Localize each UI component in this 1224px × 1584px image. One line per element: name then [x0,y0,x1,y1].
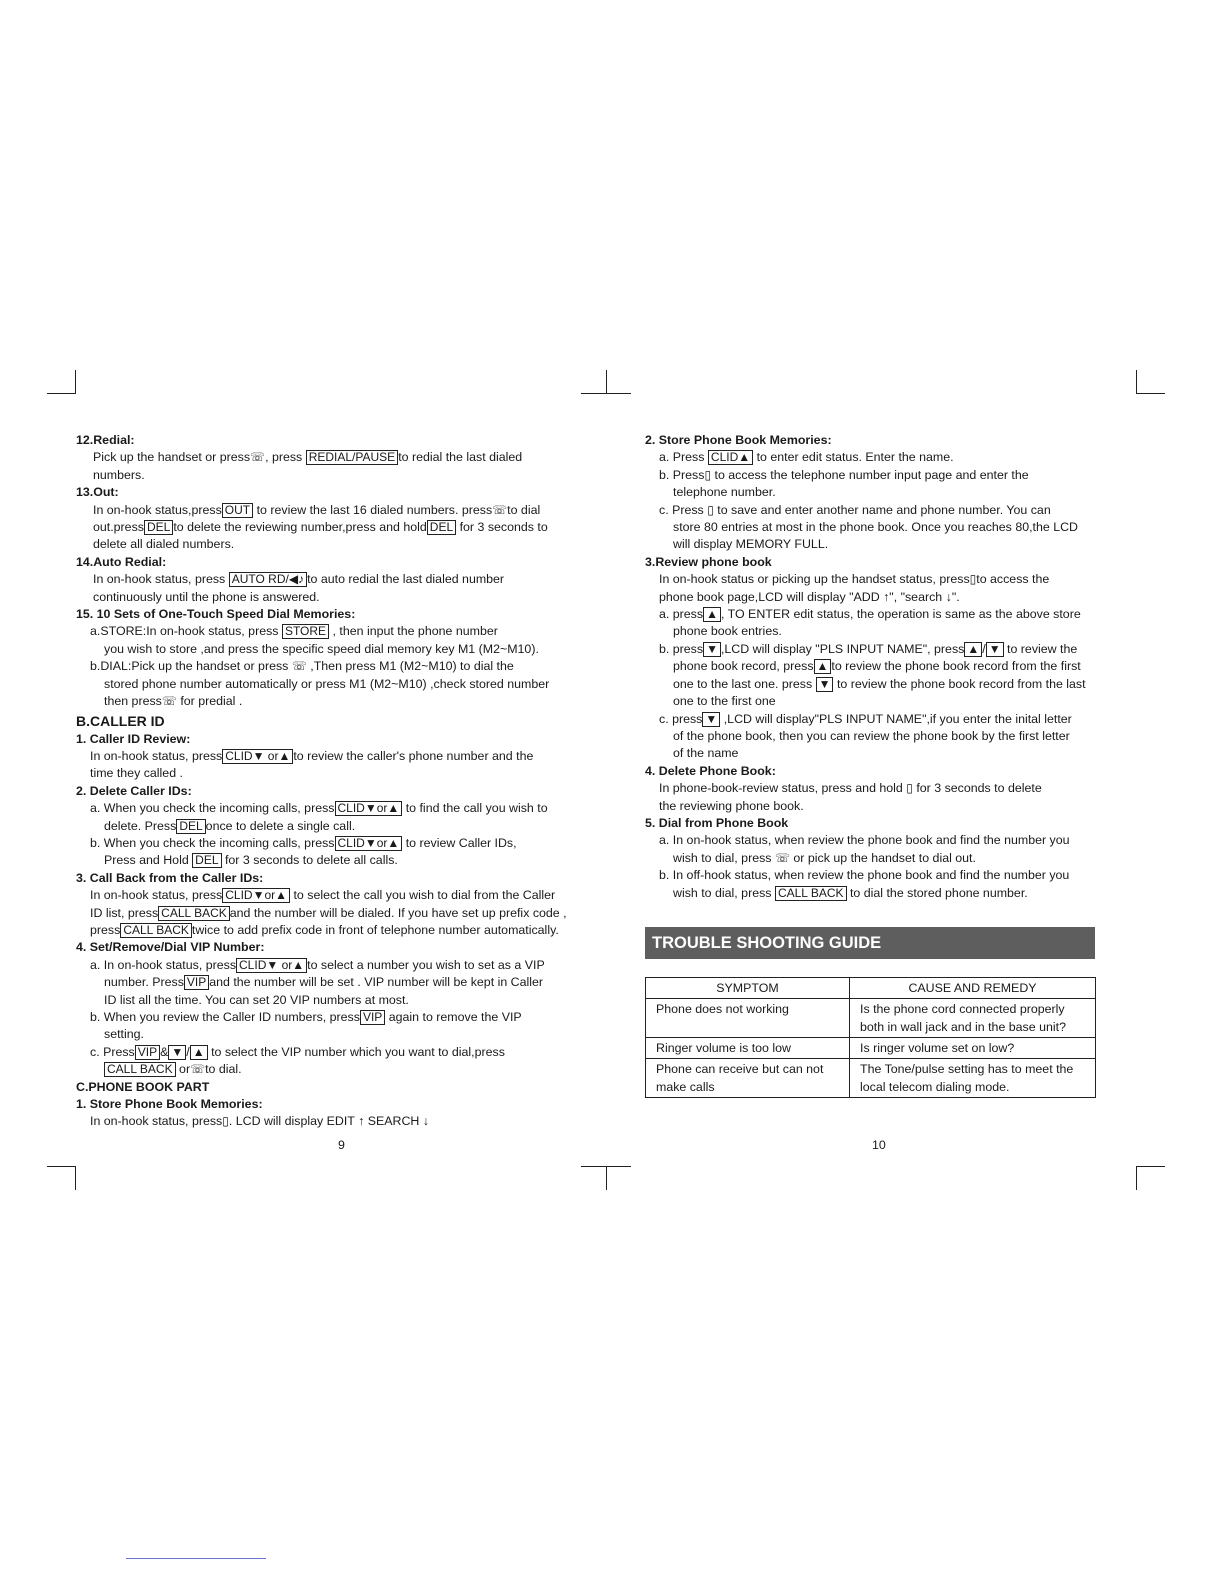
del-key: DEL [192,853,221,868]
crop-mark [581,393,631,394]
column-header: SYMPTOM [646,978,850,999]
paragraph: a. Press CLID▲ to enter edit status. Enter the name. [659,450,954,465]
paragraph: CALL BACK or☏to dial. [76,1061,601,1078]
section-title: C.PHONE BOOK PART [76,1079,210,1094]
paragraph: wish to dial, press ☏ or pick up the handset to dial out. [645,850,1120,867]
up-key: ▲ [814,659,832,674]
paragraph: c. Press ▯ to save and enter another name and phone number. You can [645,502,1120,519]
symptom-cell: Phone does not working [646,999,850,1038]
up-key: ▲ [190,1045,208,1060]
paragraph: b. Press▯ to access the telephone number input page and enter the [645,467,1120,484]
paragraph: wish to dial, press CALL BACK to dial the stored phone number. [673,885,1028,900]
del-key: DEL [176,819,205,834]
paragraph: press CALL BACK twice to add prefix code in front of telephone number automatically. [90,922,559,937]
paragraph: In on-hook status, press CLID▼or▲ to select the call you wish to dial from the Caller [90,888,556,903]
vip-key: VIP [184,975,209,990]
symptom-cell: Ringer volume is too low [646,1038,850,1059]
paragraph: b.DIAL:Pick up the handset or press ☏ ,Then press M1 (M2~M10) to dial the [76,658,601,675]
section-heading: 14.Auto Redial: [76,554,167,569]
page-number: 10 [872,1138,886,1152]
vip-key: VIP [360,1010,385,1025]
paragraph: continuously until the phone is answered. [93,589,320,604]
paragraph: of the phone book, then you can review the phone book by the first letter [673,728,1070,743]
paragraph: In on-hook status, press CLID▼ or▲ to review the caller's phone number and the [90,748,534,763]
section-heading: 2. Delete Caller IDs: [76,783,192,798]
remedy-cell: Is ringer volume set on low? [850,1038,1096,1059]
section-heading: 4. Delete Phone Book: [645,763,776,778]
handset-icon: ☏ [291,659,307,674]
call-back-key: CALL BACK [120,923,192,938]
redial-pause-key: REDIAL/PAUSE [306,450,398,465]
vip-key: VIP [135,1045,160,1060]
paragraph: Press and Hold DEL for 3 seconds to delete all calls. [104,853,398,868]
crop-mark [1136,1166,1165,1167]
crop-mark [75,370,76,394]
up-key: ▲ [703,607,721,622]
paragraph: one to the last one. press ▼ to review the phone book record from the last [673,676,1086,691]
paragraph: out.press DEL to delete the reviewing number,press and hold DEL for 3 seconds to [93,520,548,535]
paragraph: a. In on-hook status, when review the phone book and find the number you [659,833,1070,848]
crop-mark [1136,393,1165,394]
handset-icon: ☏ [250,450,266,465]
call-back-key: CALL BACK [104,1062,176,1077]
paragraph: In on-hook status, press▯. LCD will display EDIT ↑ SEARCH ↓ [76,1113,601,1130]
paragraph: b. When you check the incoming calls, press CLID▼or▲ to review Caller IDs, [90,835,517,850]
symptom-cell: Phone can receive but can not make calls [646,1059,850,1098]
section-title: B.CALLER ID [76,712,165,729]
clid-key: CLID▼ or▲ [222,749,293,764]
up-key: ▲ [964,642,982,657]
section-heading: 15. 10 Sets of One-Touch Speed Dial Memories: [76,607,356,622]
paragraph: number. Press VIP and the number will be set . VIP number will be kept in Caller [104,975,544,990]
paragraph: phone book record, press ▲ to review the phone book record from the first [673,659,1081,674]
paragraph: delete. Press DEL once to delete a single call. [104,818,356,833]
paragraph: a. In on-hook status, press CLID▼ or▲ to select a number you wish to set as a VIP [90,957,545,972]
paragraph: In on-hook status or picking up the handset status, press▯to access the [645,571,1120,588]
crop-mark [75,1166,76,1190]
call-back-key: CALL BACK [158,906,230,921]
clid-key: CLID▲ [708,450,753,465]
section-heading: 3.Review phone book [645,554,772,569]
table-row [646,1038,1096,1059]
paragraph: phone book entries. [673,624,782,639]
paragraph: c. press ▼ ,LCD will display"PLS INPUT NAME",if you enter the inital letter [659,711,1072,726]
crop-mark [1136,1166,1137,1190]
del-key: DEL [427,520,456,535]
paragraph: b. press ▼ ,LCD will display "PLS INPUT NAME", press ▲ / ▼ to review the [659,641,1078,656]
paragraph: time they called . [90,766,183,781]
section-heading: 4. Set/Remove/Dial VIP Number: [76,940,265,955]
paragraph: then press☏ for predial . [76,693,601,710]
paragraph: b. When you review the Caller ID numbers, press VIP again to remove the VIP [90,1010,522,1024]
auto-rd-key: AUTO RD/◀♪ [229,572,307,587]
down-key: ▼ [703,642,721,657]
trouble-shooting-table [645,977,1096,1098]
paragraph: In on-hook status, press AUTO RD/◀♪ to auto redial the last dialed number [93,572,505,587]
paragraph: telephone number. [673,485,776,500]
page-number: 9 [338,1138,345,1152]
table-row [646,999,1096,1038]
paragraph: of the name [673,746,739,761]
down-key: ▼ [986,642,1004,657]
paragraph: ID list, press CALL BACK and the number will be dialed. If you have set up prefix code , [90,905,567,920]
section-heading: 3. Call Back from the Caller IDs: [76,870,264,885]
paragraph: setting. [104,1027,144,1042]
call-back-key: CALL BACK [775,886,847,901]
phonebook-icon: ▯ [906,781,913,796]
phonebook-icon: ▯ [969,572,977,587]
handset-icon: ☏ [190,1062,206,1077]
handset-icon: ☏ [492,502,508,517]
paragraph: Pick up the handset or press☏, press REDIAL/PAUSE to redial the last dialed [76,449,601,466]
store-key: STORE [282,624,329,639]
crop-mark [1136,370,1137,394]
paragraph: In on-hook status,press OUT to review the last 16 dialed numbers. press☏to dial [76,502,601,519]
paragraph: b. In off-hook status, when review the phone book and find the number you [659,868,1070,883]
handset-icon: ☏ [774,850,790,865]
crop-mark [47,1166,76,1167]
paragraph: phone book page,LCD will display "ADD ↑", "search ↓". [659,589,960,604]
crop-mark [47,393,76,394]
phonebook-icon: ▯ [707,502,714,517]
clid-key: CLID▼or▲ [335,836,403,851]
paragraph: a. press ▲ , TO ENTER edit status, the operation is same as the above store [659,607,1081,622]
table-header-row [646,978,1096,999]
trouble-shooting-title: TROUBLE SHOOTING GUIDE [645,927,1095,959]
remedy-cell: The Tone/pulse setting has to meet the local telecom dialing mode. [850,1059,1096,1098]
section-heading: 5. Dial from Phone Book [645,815,789,830]
section-heading: 2. Store Phone Book Memories: [645,433,832,447]
section-heading: 13.Out: [76,485,119,500]
del-key: DEL [144,520,173,535]
clid-key: CLID▼or▲ [335,801,403,816]
paragraph: stored phone number automatically or press M1 (M2~M10) ,check stored number [104,676,550,691]
divider [126,1558,266,1559]
handset-icon: ☏ [161,694,177,709]
section-heading: 12.Redial: [76,433,135,447]
paragraph: one to the first one [673,694,776,709]
table-row [646,1059,1096,1098]
paragraph: In phone-book-review status, press and hold ▯ for 3 seconds to delete [645,780,1120,797]
paragraph: the reviewing phone book. [659,798,804,813]
section-heading: 1. Store Phone Book Memories: [76,1097,263,1112]
remedy-cell: Is the phone cord connected properly both in wall jack and in the base unit? [850,999,1096,1038]
phonebook-icon: ▯ [222,1114,229,1129]
paragraph: ID list all the time. You can set 20 VIP numbers at most. [104,992,409,1007]
column-header: CAUSE AND REMEDY [850,978,1096,999]
paragraph: store 80 entries at most in the phone book. Once you reaches 80,the LCD [673,520,1079,535]
out-key: OUT [222,503,253,518]
down-key: ▼ [816,677,834,692]
clid-key: CLID▼ or▲ [236,958,307,973]
paragraph: a. When you check the incoming calls, press CLID▼or▲ to find the call you wish to [90,801,548,816]
paragraph: delete all dialed numbers. [93,537,235,552]
right-page [645,432,1120,902]
phonebook-icon: ▯ [704,467,712,482]
paragraph: numbers. [93,467,145,482]
paragraph: will display MEMORY FULL. [673,537,829,552]
left-page [76,432,601,1131]
down-key: ▼ [702,712,720,727]
crop-mark [606,370,607,394]
paragraph: you wish to store ,and press the specific speed dial memory key M1 (M2~M10). [104,641,539,656]
down-key: ▼ [168,1045,186,1060]
paragraph: a.STORE:In on-hook status, press STORE , then input the phone number [90,624,498,639]
clid-key: CLID▼or▲ [222,888,290,903]
paragraph: c. Press VIP & ▼ / ▲ to select the VIP number which you want to dial,press [90,1044,505,1059]
crop-mark [606,1166,607,1190]
section-heading: 1. Caller ID Review: [76,731,191,746]
